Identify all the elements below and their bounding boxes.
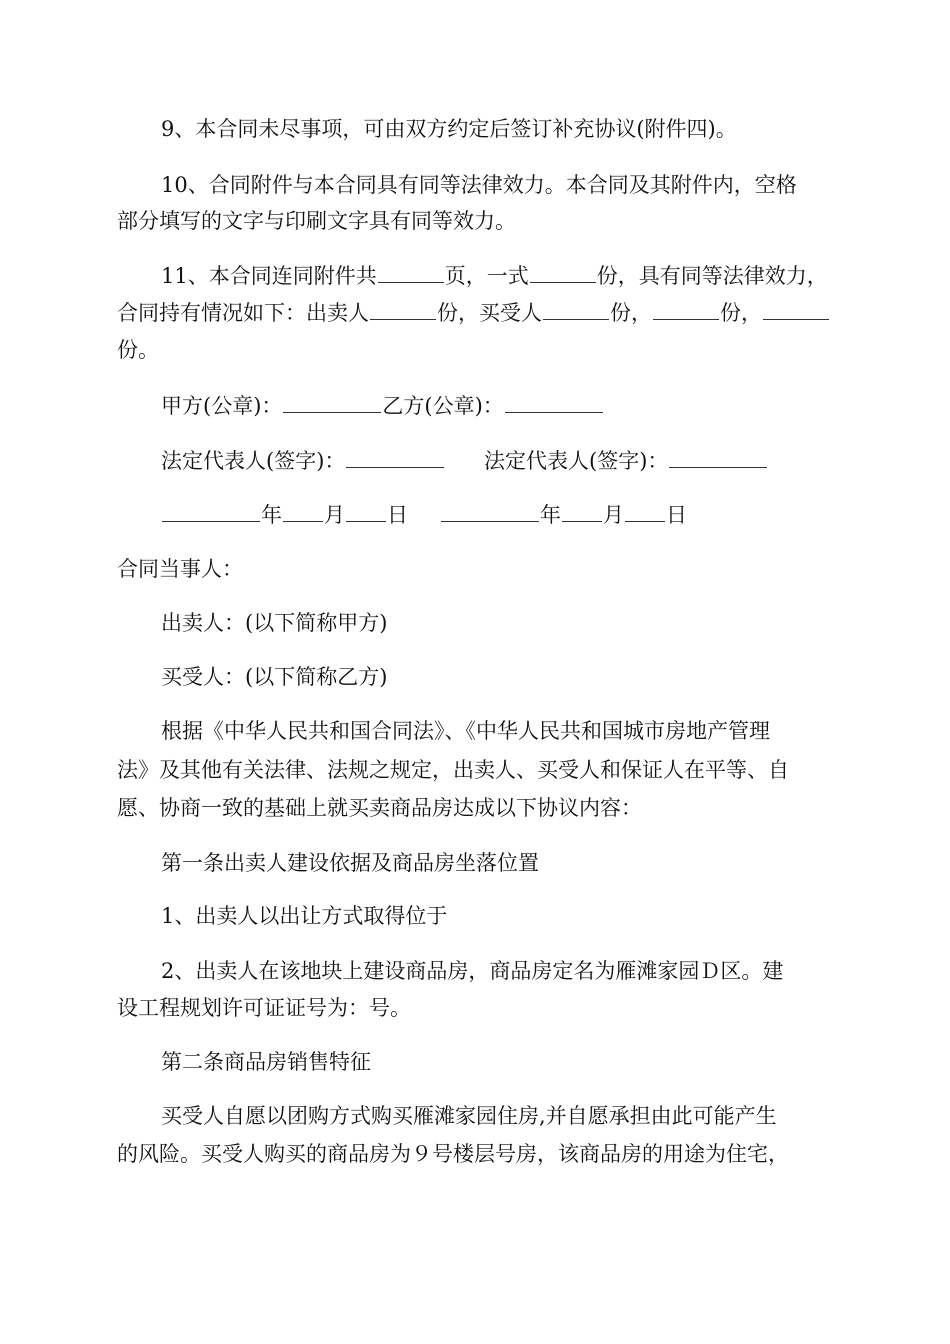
parties-heading: 合同当事人： <box>117 557 243 581</box>
party-a-seal-row <box>161 396 604 417</box>
date-a-year-blank[interactable] <box>162 520 260 522</box>
clause-11-text: 份，具有同等法律效力， <box>596 264 828 288</box>
day-label: 日 <box>666 503 687 527</box>
clause-11-text: 页，一式 <box>444 264 529 288</box>
legal-rep-b-label: 法定代表人(签字)： <box>484 449 669 473</box>
clause-11-text: 合同持有情况如下：出卖人 <box>117 301 369 325</box>
buyer-line: 买受人：(以下简称乙方) <box>161 665 388 689</box>
legal-rep-a-blank[interactable] <box>346 466 444 468</box>
clause-10-line-1: 10、合同附件与本合同具有同等法律效力。本合同及其附件内，空格 <box>161 173 797 197</box>
date-b-month-blank[interactable] <box>562 520 602 522</box>
blank-other-copies[interactable] <box>653 318 719 320</box>
clause-11-line-1 <box>161 266 828 287</box>
clause-11-text: 份， <box>720 301 762 325</box>
basis-line-1: 根据《中华人民共和国合同法》、《中华人民共和国城市房地产管理 <box>161 719 770 743</box>
article-1-item-2-line-1: 2、出卖人在该地块上建设商品房，商品房定名为雁滩家园Ｄ区。建 <box>161 959 784 983</box>
article-1-item-1: 1、出卖人以出让方式取得位于 <box>161 904 448 928</box>
party-a-seal-label: 甲方(公章)： <box>161 394 283 418</box>
date-b-row <box>440 505 687 526</box>
basis-line-2: 法》及其他有关法律、法规之规定，出卖人、买受人和保证人在平等、自 <box>117 758 789 782</box>
legal-rep-b-row <box>484 451 768 472</box>
clause-11-text: 份， <box>610 301 652 325</box>
article-1-item-2-line-2: 设工程规划许可证证号为：号。 <box>117 996 411 1020</box>
legal-rep-a-label: 法定代表人(签字)： <box>161 449 346 473</box>
date-a-month-blank[interactable] <box>283 520 323 522</box>
blank-buyer-copies[interactable] <box>543 318 609 320</box>
article-2-line-1: 买受人自愿以团购方式购买雁滩家园住房,并自愿承担由此可能产生 <box>161 1104 777 1128</box>
clause-11-text: 11、本合同连同附件共 <box>161 264 377 288</box>
clause-11-line-2 <box>117 303 830 324</box>
date-b-day-blank[interactable] <box>625 520 665 522</box>
legal-rep-b-blank[interactable] <box>669 466 767 468</box>
month-label: 月 <box>603 503 624 527</box>
day-label: 日 <box>387 503 408 527</box>
clause-9: 9、本合同未尽事项，可由双方约定后签订补充协议(附件四)。 <box>161 117 737 141</box>
year-label: 年 <box>261 503 282 527</box>
blank-pages[interactable] <box>378 281 444 283</box>
date-a-row <box>161 505 408 526</box>
blank-other-copies-2[interactable] <box>763 318 829 320</box>
year-label: 年 <box>540 503 561 527</box>
article-1-heading: 第一条出卖人建设依据及商品房坐落位置 <box>161 851 539 875</box>
seller-line: 出卖人：(以下简称甲方) <box>161 611 388 635</box>
article-2-heading: 第二条商品房销售特征 <box>161 1050 371 1074</box>
clause-10-line-2: 部分填写的文字与印刷文字具有同等效力。 <box>117 209 516 233</box>
blank-copies[interactable] <box>530 281 596 283</box>
party-b-seal-blank[interactable] <box>505 411 603 413</box>
date-b-year-blank[interactable] <box>441 520 539 522</box>
clause-11-line-3: 份。 <box>117 338 159 362</box>
party-a-seal-blank[interactable] <box>283 411 381 413</box>
clause-11-text: 份，买受人 <box>437 301 542 325</box>
basis-line-3: 愿、协商一致的基础上就买卖商品房达成以下协议内容： <box>117 796 642 820</box>
legal-rep-a-row <box>161 451 445 472</box>
date-a-day-blank[interactable] <box>346 520 386 522</box>
month-label: 月 <box>324 503 345 527</box>
article-2-line-2: 的风险。买受人购买的商品房为９号楼层号房，该商品房的用途为住宅， <box>117 1142 789 1166</box>
blank-seller-copies[interactable] <box>370 318 436 320</box>
party-b-seal-label: 乙方(公章)： <box>382 394 504 418</box>
